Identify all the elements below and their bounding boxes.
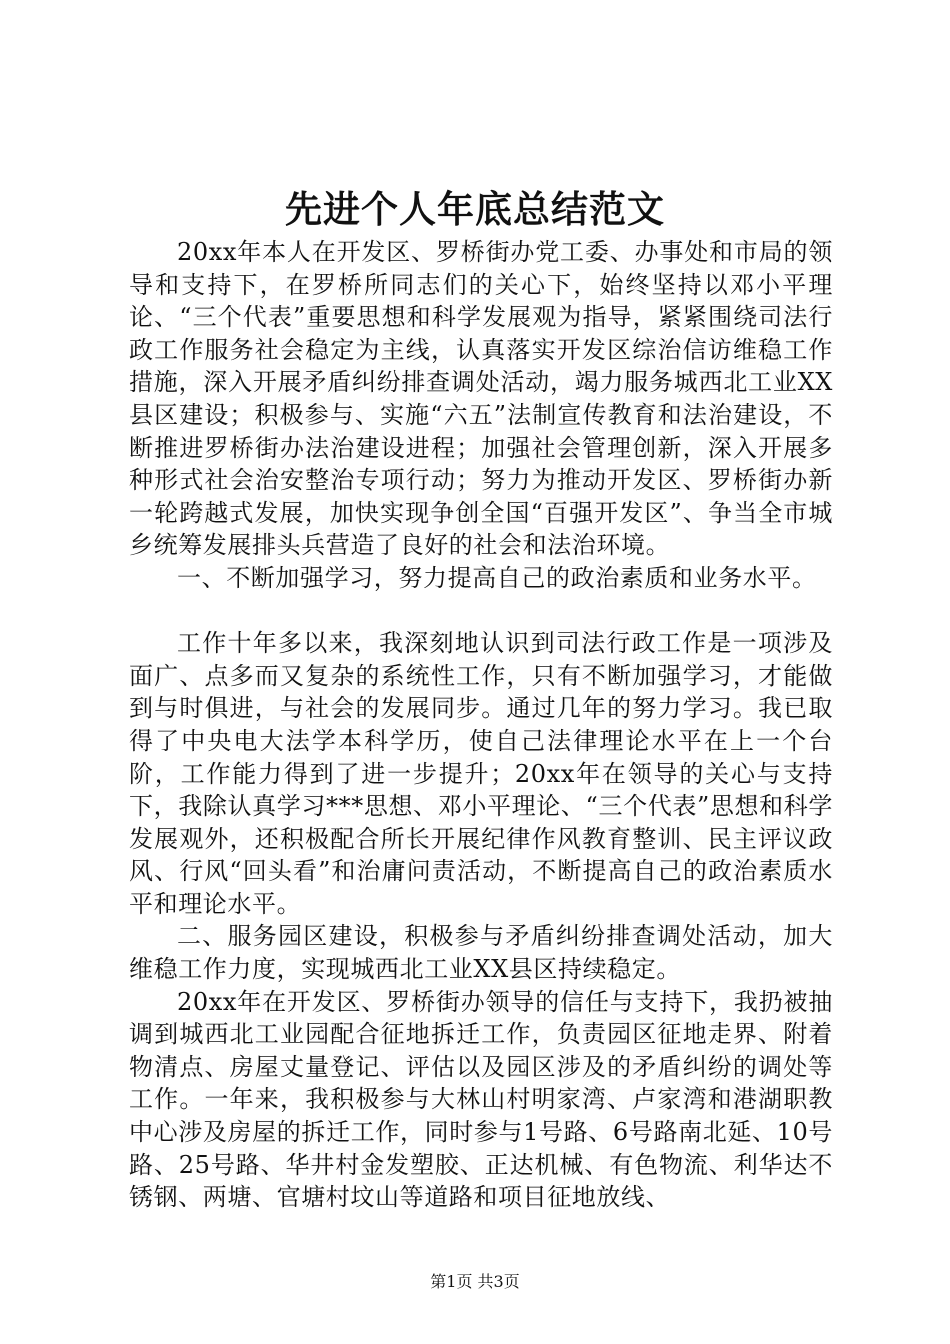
document-body — [129, 236, 833, 1214]
document-title: 先进个人年底总结范文 — [285, 187, 665, 231]
page-footer: 第1页 共3页 — [430, 1272, 520, 1291]
paragraph-intro: 20xx年本人在开发区、罗桥街办党工委、办事处和市局的领导和支持下，在罗桥所同志们的关心下，始终坚持以邓小平理论、“三个代表”重要思想和科学发展观为指导，紧紧围绕司法行政工作服务社会稳定为主线，认真落实开发区综治信访维稳工作措施，深入开展矛盾纠纷排查调处活动，竭力服务城西北工业XX县区建设；积极参与、实施“六五”法制宣传教育和法治建设，不断推进罗桥街办法治建设进程；加强社会管理创新，深入开展多种形式社会治安整治专项行动；努力为推动开发区、罗桥街办新一轮跨越式发展，加快实现争创全国“百强开发区”、争当全市城乡统筹发展排头兵营造了良好的社会和法治环境。 — [129, 238, 833, 560]
section-heading-1: 一、不断加强学习，努力提高自己的政治素质和业务水平。 — [177, 563, 817, 592]
paragraph-study: 工作十年多以来，我深刻地认识到司法行政工作是一项涉及面广、点多而又复杂的系统性工作，只有不断加强学习，才能做到与时俱进，与社会的发展同步。通过几年的努力学习。我已取得了中央电大法学本科学历，使自己法律理论水平在上一个台阶，工作能力得到了进一步提升；20xx年在领导的关心与支持下，我除认真学习***思想、邓小平理论、“三个代表”思想和科学发展观外，还积极配合所长开展纪律作风教育整训、民主评议政风、行风“回头看”和治庸问责活动，不断提高自己的政治素质水平和理论水平。 — [129, 629, 833, 918]
section-heading-2: 二、服务园区建设，积极参与矛盾纠纷排查调处活动，加大维稳工作力度，实现城西北工业XX县区持续稳定。 — [129, 922, 833, 984]
paragraph-park-work: 20xx年在开发区、罗桥街办领导的信任与支持下，我扔被抽调到城西北工业园配合征地拆迁工作，负责园区征地走界、附着物清点、房屋丈量登记、评估以及园区涉及的矛盾纠纷的调处等工作。一年来，我积极参与大林山村明家湾、卢家湾和港湖职教中心涉及房屋的拆迁工作，同时参与1号路、6号路南北延、10号路、25号路、华井村金发塑胶、正达机械、有色物流、利华达不锈钢、两塘、官塘村坟山等道路和项目征地放线、 — [129, 987, 833, 1212]
